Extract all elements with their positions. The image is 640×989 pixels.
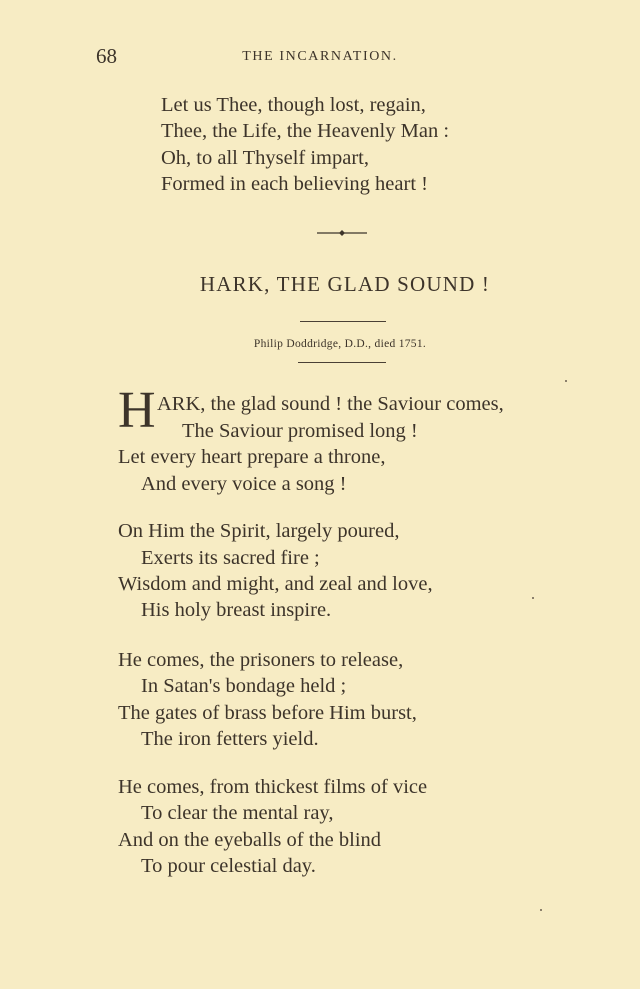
verse-line: Oh, to all Thyself impart, — [161, 147, 370, 169]
paper-speck — [532, 597, 534, 599]
verse-line: And every voice a song ! — [141, 473, 347, 495]
verse-line: Exerts its sacred fire ; — [141, 547, 320, 569]
hymn-title: HARK, THE GLAD SOUND ! — [199, 272, 491, 296]
running-title: THE INCARNATION. — [242, 49, 398, 64]
verse-line: ARK, the glad sound ! the Saviour comes, — [157, 393, 504, 415]
verse-line: Formed in each believing heart ! — [161, 173, 428, 195]
verse-line: The Saviour promised long ! — [182, 420, 418, 442]
verse-line: In Satan's bondage held ; — [141, 675, 347, 697]
verse-line: The iron fetters yield. — [141, 728, 319, 750]
verse-line: Let every heart prepare a throne, — [118, 446, 386, 468]
verse-line: On Him the Spirit, largely poured, — [118, 520, 400, 542]
verse-line: To clear the mental ray, — [141, 802, 334, 824]
title-rule — [300, 321, 386, 322]
verse-line: His holy breast inspire. — [141, 599, 332, 621]
verse-line: The gates of brass before Him burst, — [118, 702, 417, 724]
verse-line: He comes, from thickest films of vice — [118, 776, 428, 798]
verse-line: He comes, the prisoners to release, — [118, 649, 404, 671]
verse-line: And on the eyeballs of the blind — [118, 829, 382, 851]
page-header — [0, 44, 640, 72]
paper-speck — [565, 380, 567, 382]
page-number: 68 — [96, 44, 117, 68]
verse-line: To pour celestial day. — [141, 855, 316, 877]
verse-line: Thee, the Life, the Heavenly Man : — [161, 120, 450, 142]
verse-line: Let us Thee, though lost, regain, — [161, 94, 426, 116]
drop-cap: H — [118, 382, 156, 439]
section-ornament — [317, 227, 367, 239]
verse-line: Wisdom and might, and zeal and love, — [118, 573, 433, 595]
paper-speck — [540, 909, 542, 911]
hymn-author: Philip Doddridge, D.D., died 1751. — [253, 338, 427, 350]
author-rule — [298, 362, 386, 363]
